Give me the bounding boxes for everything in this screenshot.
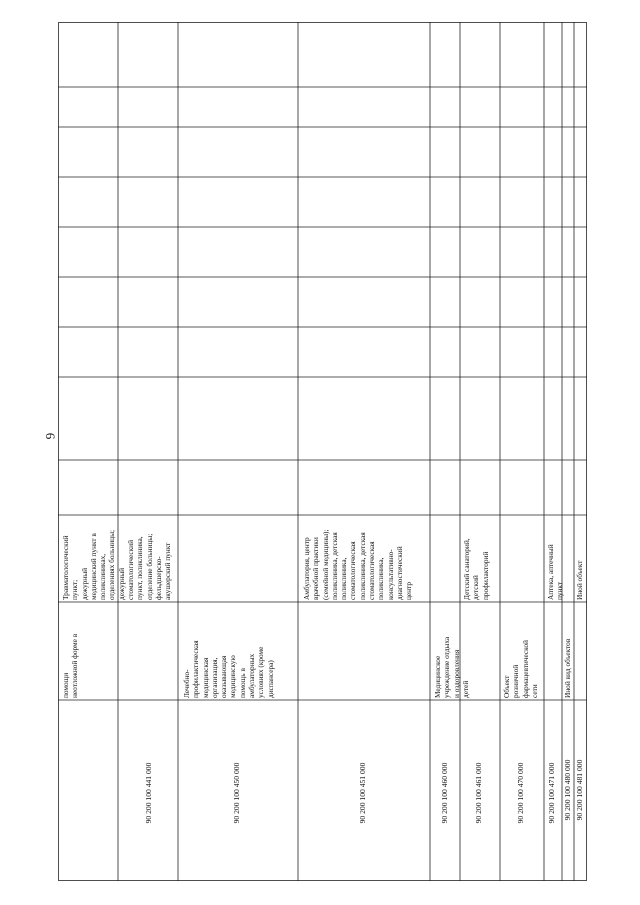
table-border: [59, 23, 587, 881]
row-code: 90 200 100 441 000: [144, 762, 153, 824]
facility-subtype: Амбулатория, центр врачебной практики (семейной медицины); поликлиника, детская поликлиника, стоматологическая поликлиника, детская стоматологическая поликлиника, консультативно- диагностический центр: [302, 529, 414, 600]
header-fragment: помощи неотложной форме в: [61, 633, 80, 698]
row-code: 90 200 100 480 000: [563, 759, 572, 821]
facility-type: Иной вид объектов: [563, 638, 572, 698]
facility-type: Лечебно- профилактическая медицинская организация, оказывающая медицинскую помощь в амбулаторных условиях (кроме диспансера): [182, 640, 275, 698]
row-code: 90 200 100 481 000: [575, 759, 584, 821]
facility-type: Объект розничной фармацевтической сети: [502, 640, 539, 698]
table-grid: [58, 22, 587, 881]
page-number: 6: [43, 432, 58, 440]
facility-type: Медицинское учреждение отдыха и оздоровления детей: [433, 636, 470, 698]
facility-subtype: Аптека, аптечный пункт: [546, 544, 564, 600]
row-code: 90 200 100 471 000: [547, 762, 556, 824]
row-code: 90 200 100 461 000: [474, 762, 483, 824]
rotated-table: [58, 22, 587, 881]
facility-subtype: Детский санаторий, детский профилакторий: [462, 538, 490, 600]
facility-subtype: Иной объект: [575, 560, 584, 600]
row-code: 90 200 100 450 000: [232, 762, 241, 824]
row-code: 90 200 100 451 000: [358, 762, 367, 824]
row-code: 90 200 100 460 000: [440, 762, 449, 824]
facility-subtype: Травматологический пункт; дежурный медицинский пункт в поликлиниках, отделениях больницы; дежурный стоматологический пункт, поликлиника, отделение больницы; фельдшерско- акушерский пункт: [61, 530, 173, 600]
row-code: 90 200 100 470 000: [516, 762, 525, 824]
